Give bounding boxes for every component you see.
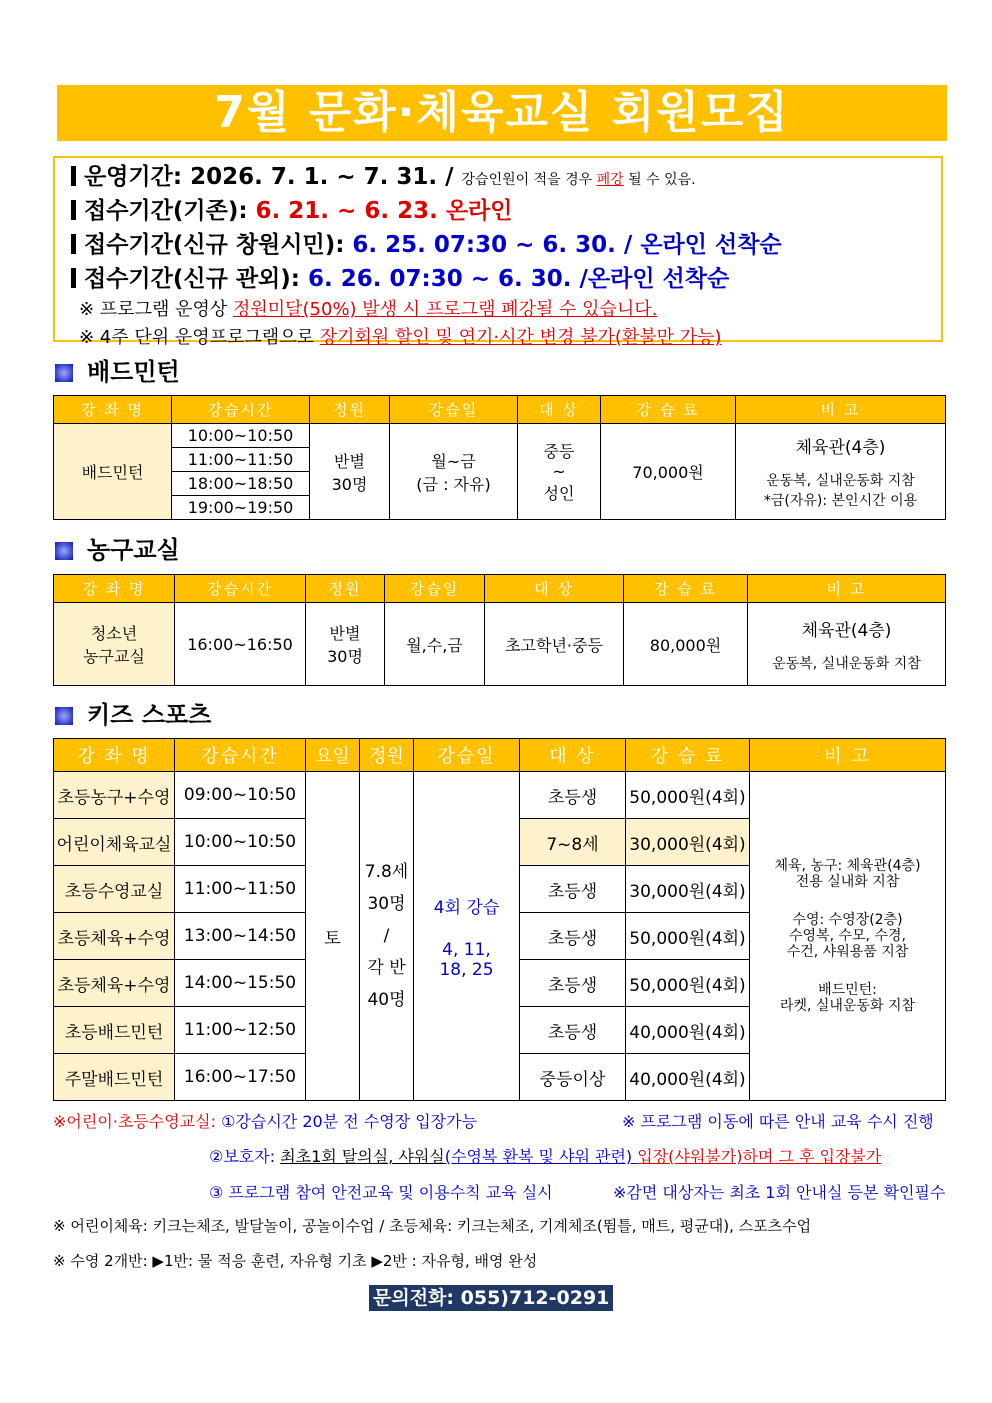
header-target: 대 상: [520, 739, 626, 772]
target-cell: 초등생: [520, 866, 626, 913]
fee-cell: 70,000원: [601, 424, 736, 520]
header-time: 강습시간: [172, 396, 310, 424]
fee-cell: 30,000원(4회): [626, 819, 750, 866]
reg-citizen-value: 6. 25. 07:30 ~ 6. 30. / 온라인 선착순: [352, 232, 782, 258]
header-note: 비 고: [750, 739, 946, 772]
note-line: 수영복, 수모, 수경,: [789, 928, 906, 944]
header-time: 강습시간: [175, 739, 306, 772]
capacity-cell: [310, 424, 390, 520]
note-line: 체육관(4층): [801, 620, 892, 641]
course-name: [54, 603, 175, 686]
section-bullet-icon: [55, 707, 73, 725]
weekday-cell: 토: [306, 772, 360, 1101]
registration-existing: [71, 194, 925, 228]
fee-cell: 40,000원(4회): [626, 1054, 750, 1101]
operation-note: 강습인원이 적을 경우: [461, 172, 597, 188]
note-line: *금(자유): 본인시간 이용: [763, 493, 918, 509]
registration-new-outside: [71, 262, 925, 296]
reg-citizen-label: 접수기간(신규 창원시민):: [84, 232, 353, 258]
time-slot: 11:00~11:50: [175, 866, 306, 913]
note-line: 체육관(4층): [795, 438, 886, 458]
note-line: 배드민턴:: [818, 982, 877, 998]
day-line: 월~금: [431, 451, 476, 471]
time-slot: 11:00~12:50: [175, 1007, 306, 1054]
footer-note-1-text: ①강습시간 20분 전 수영장 입장가능: [221, 1112, 478, 1131]
course-name: 초등배드민턴: [54, 1007, 175, 1054]
course-name-line: 농구교실: [83, 647, 145, 666]
header-day: 강습일: [390, 396, 518, 424]
operation-period: [71, 160, 925, 194]
kids-table: [53, 738, 946, 1101]
bullet-bar-icon: [71, 234, 76, 254]
time-slot: 19:00~19:50: [172, 496, 310, 520]
capacity-line: 30명: [331, 474, 368, 494]
target-cell: 초등생: [520, 772, 626, 819]
header-name: 강 좌 명: [54, 739, 175, 772]
note-line: 체육, 농구: 체육관(4층): [774, 858, 921, 874]
bullet-bar-icon: [71, 268, 76, 288]
note-refund-prefix: ※ 4주 단위 운영프로그램으로: [79, 327, 320, 348]
capacity-line: 반별: [329, 624, 361, 643]
note-line: 운동복, 실내운동화 지참: [772, 655, 921, 672]
target-cell: 초고학년·중등: [485, 603, 624, 686]
header-fee: 강 습 료: [601, 396, 736, 424]
section-kids-heading: [55, 700, 211, 730]
note-refund-text: 장기회원 할인 및 연기·시간 변경 불가(환불만 가능): [319, 327, 722, 348]
note-closure-prefix: ※ 프로그램 운영상: [79, 299, 233, 320]
header-day: 강습일: [414, 739, 520, 772]
time-slot: 09:00~10:50: [175, 772, 306, 819]
footer-note-1: [53, 1109, 477, 1132]
section-basketball-heading: [55, 535, 180, 565]
note-closure: [71, 296, 925, 324]
header-target: 대 상: [518, 396, 601, 424]
note-refund: [71, 324, 925, 352]
time-slot: 14:00~15:50: [175, 960, 306, 1007]
course-name: 배드민턴: [54, 424, 172, 520]
footer-note-2-b: (수영복 환복 및 샤워 관련): [444, 1147, 638, 1166]
badminton-table: [53, 395, 946, 520]
bullet-bar-icon: [71, 200, 76, 220]
course-name: 초등농구+수영: [54, 772, 175, 819]
footer-note-2: [209, 1144, 881, 1167]
header-capacity: 정원: [310, 396, 390, 424]
day-line: (금 : 자유): [416, 474, 491, 494]
capacity-line: 30명: [367, 894, 406, 914]
fee-cell: 80,000원: [624, 603, 748, 686]
fee-cell: 50,000원(4회): [626, 960, 750, 1007]
operation-value: 2026. 7. 1. ~ 7. 31. /: [182, 164, 462, 190]
closure-word: 폐강: [596, 172, 624, 188]
day-line: 18, 25: [439, 959, 494, 980]
course-name: 초등수영교실: [54, 866, 175, 913]
section-kids-title: 키즈 스포츠: [87, 701, 212, 729]
fee-cell: 40,000원(4회): [626, 1007, 750, 1054]
header-note: 비 고: [736, 396, 946, 424]
footer-note-swim-classes: ※ 수영 2개반: ▶1반: 물 적응 훈련, 자유형 기초 ▶2반 : 자유형, 배영 완성: [53, 1252, 538, 1270]
footer-note-2-label: ②보호자:: [209, 1147, 281, 1166]
target-cell: 초등생: [520, 913, 626, 960]
header-name: 강 좌 명: [54, 396, 172, 424]
capacity-line: 반별: [334, 451, 365, 471]
course-name-line: 청소년: [90, 624, 138, 643]
header-capacity: 정원: [360, 739, 414, 772]
day-cell: 월,수,금: [385, 603, 485, 686]
section-badminton-heading: [55, 357, 180, 387]
section-bullet-icon: [55, 542, 73, 560]
note-line: 라켓, 실내운동화 지참: [779, 998, 916, 1014]
capacity-line: 30명: [327, 647, 363, 666]
day-cell: [414, 772, 520, 1101]
registration-new-citizen: [71, 228, 925, 262]
capacity-line: 40명: [367, 990, 406, 1010]
header-fee: 강 습 료: [626, 739, 750, 772]
course-name: 주말배드민턴: [54, 1054, 175, 1101]
bullet-bar-icon: [71, 166, 76, 186]
section-bullet-icon: [55, 364, 73, 382]
page-title-banner: [57, 85, 947, 141]
note-cell: [750, 772, 946, 1101]
header-weekday: 요일: [306, 739, 360, 772]
fee-cell: 50,000원(4회): [626, 772, 750, 819]
target-cell: 7~8세: [520, 819, 626, 866]
reg-existing-value: 6. 21. ~ 6. 23. 온라인: [255, 198, 513, 224]
time-slot: 16:00~17:50: [175, 1054, 306, 1101]
day-cell: [390, 424, 518, 520]
header-capacity: 정원: [306, 575, 385, 603]
page-title: 7월 문화·체육교실 회원모집: [214, 87, 790, 138]
target-cell: 중등이상: [520, 1054, 626, 1101]
note-line: 수건, 샤워용품 지참: [786, 944, 909, 960]
section-badminton-title: 배드민턴: [87, 358, 180, 386]
target-line: ~: [552, 462, 566, 481]
footer-note-2-a: 최초1회 탈의실, 샤워실: [280, 1147, 445, 1166]
target-cell: 초등생: [520, 960, 626, 1007]
footer-note-1-label: ※어린이·초등수영교실:: [53, 1112, 222, 1131]
target-line: 성인: [543, 484, 575, 503]
operation-label: 운영기간:: [84, 164, 183, 190]
day-line: 4회 강습: [433, 897, 500, 918]
contact-phone: 문의전화: 055)712-0291: [369, 1285, 613, 1311]
note-line: 전용 실내화 지참: [795, 874, 900, 890]
footer-note-discount: ※감면 대상자는 최초 1회 안내실 등본 확인필수: [613, 1183, 946, 1202]
operation-note-end: 될 수 있음.: [623, 172, 696, 188]
reg-existing-label: 접수기간(기존):: [84, 198, 256, 224]
note-cell: [736, 424, 946, 520]
capacity-cell: [360, 772, 414, 1101]
time-slot: 11:00~11:50: [172, 448, 310, 472]
footer-note-3: ③ 프로그램 참여 안전교육 및 이용수칙 교육 실시: [209, 1183, 553, 1202]
header-time: 강습시간: [175, 575, 306, 603]
note-line: 수영: 수영장(2층): [792, 912, 903, 928]
capacity-cell: [306, 603, 385, 686]
header-note: 비 고: [748, 575, 946, 603]
footer-note-2-c: 입장(샤워불가)하며 그 후 입장불가: [637, 1147, 882, 1166]
course-name: 초등체육+수영: [54, 913, 175, 960]
header-fee: 강 습 료: [624, 575, 748, 603]
note-closure-text: 정원미달(50%) 발생 시 프로그램 폐강될 수 있습니다.: [232, 299, 658, 320]
capacity-line: /: [383, 926, 390, 946]
fee-cell: 50,000원(4회): [626, 913, 750, 960]
day-line: 4, 11,: [442, 939, 491, 960]
capacity-line: 각 반: [367, 958, 406, 978]
footer-note-curriculum: ※ 어린이체육: 키크는체조, 발달놀이, 공놀이수업 / 초등체육: 키크는체조, 기계체조(뜀틀, 매트, 평균대), 스포츠수업: [53, 1217, 812, 1235]
info-box: [53, 156, 943, 348]
header-target: 대 상: [485, 575, 624, 603]
reg-outside-value: 6. 26. 07:30 ~ 6. 30. /온라인 선착순: [307, 266, 730, 292]
target-line: 중등: [543, 442, 575, 461]
header-day: 강습일: [385, 575, 485, 603]
course-name: 어린이체육교실: [54, 819, 175, 866]
target-cell: 초등생: [520, 1007, 626, 1054]
note-line: 운동복, 실내운동화 지참: [766, 473, 915, 489]
time-slot: 10:00~10:50: [175, 819, 306, 866]
capacity-line: 7.8세: [364, 862, 409, 882]
target-cell: [518, 424, 601, 520]
time-slot: 16:00~16:50: [175, 603, 306, 686]
time-slot: 18:00~18:50: [172, 472, 310, 496]
section-basketball-title: 농구교실: [87, 536, 180, 564]
basketball-table: [53, 574, 946, 686]
fee-cell: 30,000원(4회): [626, 866, 750, 913]
note-cell: [748, 603, 946, 686]
course-name: 초등체육+수영: [54, 960, 175, 1007]
reg-outside-label: 접수기간(신규 관외):: [84, 266, 308, 292]
footer-note-program-move: ※ 프로그램 이동에 따른 안내 교육 수시 진행: [622, 1112, 934, 1131]
header-name: 강 좌 명: [54, 575, 175, 603]
time-slot: 13:00~14:50: [175, 913, 306, 960]
time-slot: 10:00~10:50: [172, 424, 310, 448]
